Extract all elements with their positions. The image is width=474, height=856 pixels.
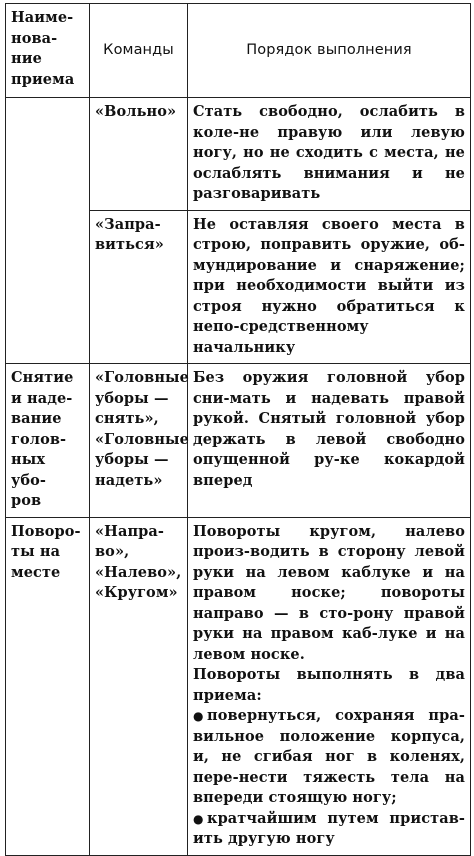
procedure-text: Без оружия головной убор сни-мать и надевать правой рукой. Снятый головной убор держать в левой свободно опущенной ру-ке кокардой вперед [193, 369, 465, 489]
command-cell [90, 210, 188, 364]
list-item [193, 706, 465, 809]
procedure-text: Стать свободно, ослабить в коле-не правую или левую ногу, но не сходить с места, не ослаблять внимания и не разговаривать [193, 103, 465, 202]
command-text: «Напра- во», «Налево», «Кругом» [95, 522, 182, 601]
procedure-cell [188, 517, 471, 855]
table-row [6, 98, 471, 211]
reception-cell-empty [6, 98, 90, 364]
list-item [193, 809, 465, 850]
reception-text: Снятие и наде- вание голов- ных убо- ров [11, 369, 74, 509]
procedure-cell [188, 98, 471, 211]
reception-text: Поворо- ты на месте [11, 522, 81, 581]
command-cell [90, 98, 188, 211]
reception-cell [6, 517, 90, 855]
header-procedure: Порядок выполнения [188, 4, 471, 98]
command-cell [90, 364, 188, 518]
bullet-icon: ● [193, 811, 204, 826]
command-text: «Запра- виться» [95, 215, 164, 253]
reception-cell [6, 364, 90, 518]
table-row [6, 517, 471, 855]
header-row [6, 4, 471, 98]
procedure-cell [188, 210, 471, 364]
command-text: «Вольно» [95, 103, 177, 120]
procedure-text: Повороты кругом, налево произ-водить в сторону левой руки на левом каблуке и на правом носке; повороты направо — в сто-рону правой руки на правом каб-луке и на левом носке. [193, 522, 465, 663]
procedure-text: Не оставляя своего места в строю, поправить оружие, об-мундирование и снаряжение; при необходимости выйти из строя нужно обратиться к непо-средственному начальнику [193, 215, 465, 356]
list-item-text: кратчайшим путем пристав-ить другую ногу [193, 809, 465, 847]
procedure-cell [188, 364, 471, 518]
table-row [6, 364, 471, 518]
bullet-icon: ● [193, 709, 204, 723]
commands-table [5, 3, 471, 856]
header-commands: Команды [90, 4, 188, 98]
header-reception [6, 4, 90, 98]
header-reception-text: Наиме- нова- ние приема [11, 9, 75, 88]
command-text: «Головные уборы — снять», «Головные уборы — надеть» [95, 369, 189, 489]
command-cell [90, 517, 188, 855]
list-item-text: повернуться, сохраняя пра-вильное положение корпуса, и, не сгибая ног в коленях, пере-нести тяжесть тела на впереди стоящую ногу; [193, 707, 465, 806]
procedure-text-2: Повороты выполнять в два приема: [193, 666, 465, 704]
bullet-list [193, 706, 465, 850]
